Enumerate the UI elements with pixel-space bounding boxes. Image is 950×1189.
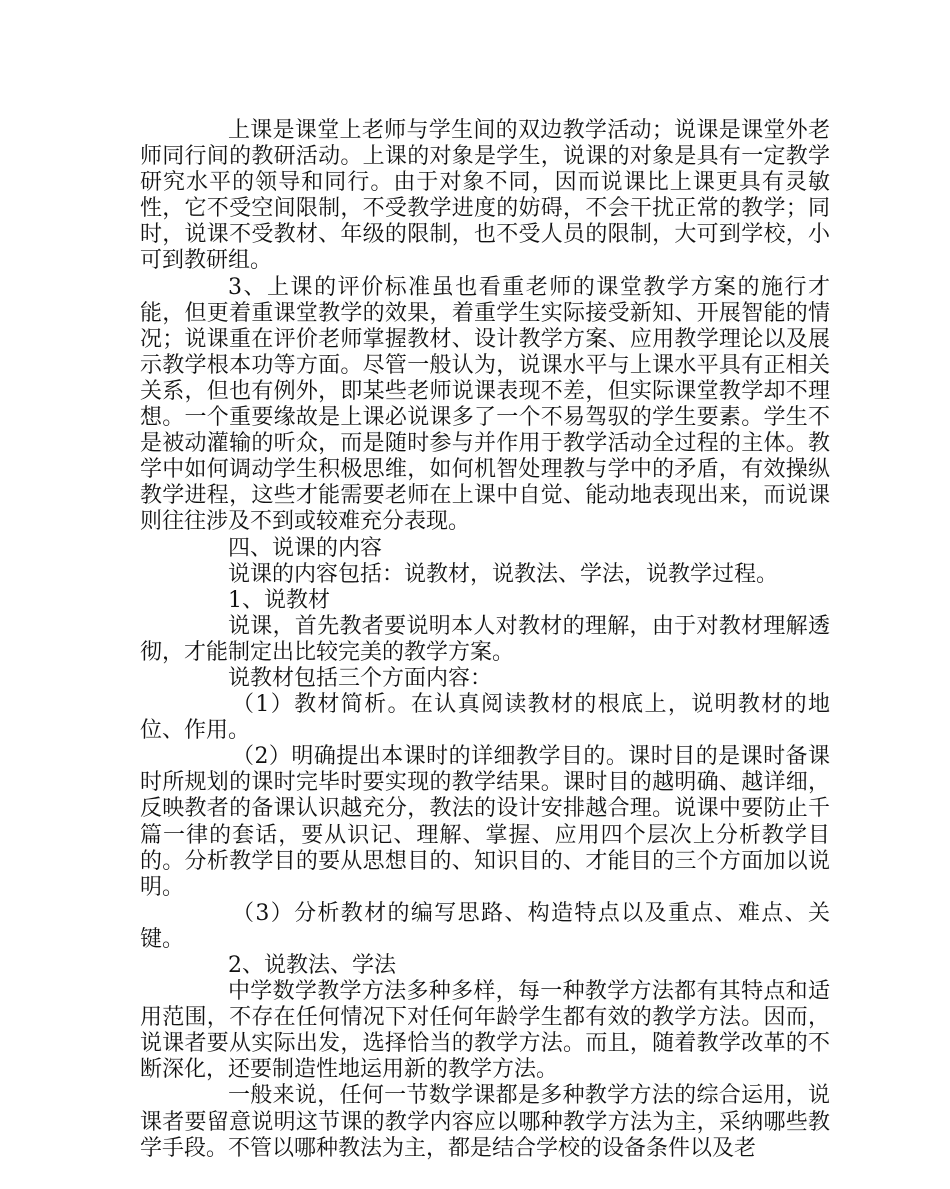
list-item-teaching-goals: （2）明确提出本课时的详细教学目的。课时目的是课时备课时所规划的课时完毕时要实现的教学结果。课时目的越明确、越详细，反映教者的备课认识越充分，教法的设计安排越合理。说课中要防止千篇一律的套话，要从识记、理解、掌握、应用四个层次上分析教学目的。分析教学目的要从思想目的、知识目的、才能目的三个方面加以说明。 <box>140 744 830 900</box>
paragraph-comparison-intro: 上课是课堂上老师与学生间的双边教学活动；说课是课堂外老师同行间的教研活动。上课的对象是学生，说课的对象是具有一定教学研究水平的领导和同行。由于对象不同，因而说课比上课更具有灵敏性，它不受空间限制，不受教学进度的妨碍，不会干扰正常的教学；同时，说课不受教材、年级的限制，也不受人员的限制，大可到学校，小可到教研组。 <box>140 118 830 274</box>
list-item-textbook-analysis: （1）教材简析。在认真阅读教材的根底上，说明教材的地位、作用。 <box>140 692 830 744</box>
subheading-teaching-methods: 2、说教法、学法 <box>228 953 396 978</box>
paragraph-content-list: 说课的内容包括：说教材，说教法、学法，说教学过程。 <box>228 561 779 587</box>
paragraph-evaluation-standard: 3、上课的评价标准虽也看重老师的课堂教学方案的施行才能，但更着重课堂教学的效果，着重学生实际接受新知、开展智能的情况；说课重在评价老师掌握教材、设计教学方案、应用教学理论以及展示教学根本功等方面。尽管一般认为，说课水平与上课水平具有正相关关系，但也有例外，即某些老师说课表现不差，但实际课堂教学却不理想。一个重要缘故是上课必说课多了一个不易驾驭的学生要素。学生不是被动灌输的听众，而是随时参与并作用于教学活动全过程的主体。教学中如何调动学生积极思维，如何机智处理教与学中的矛盾，有效操纵教学进程，这些才能需要老师在上课中自觉、能动地表现出来，而说课则往往涉及不到或较难充分表现。 <box>140 274 830 535</box>
document-body <box>140 118 830 1162</box>
list-item-textbook-structure: （3）分析教材的编写思路、构造特点以及重点、难点、关键。 <box>140 900 830 952</box>
section-heading-content: 四、说课的内容 <box>228 535 383 561</box>
paragraph-textbook-aspects: 说教材包括三个方面内容： <box>228 665 493 691</box>
subheading-textbook: 1、说教材 <box>228 587 330 613</box>
paragraph-methods-combination: 一般来说，任何一节数学课都是多种教学方法的综合运用，说课者要留意说明这节课的教学内容应以哪种教学方法为主，采纳哪些教学手段。不管以哪种教法为主，都是结合学校的设备条件以及老 <box>140 1083 830 1161</box>
paragraph-methods-variety: 中学数学教学方法多种多样，每一种教学方法都有其特点和适用范围，不存在任何情况下对任何年龄学生都有效的教学方法。因而，说课者要从实际出发，选择恰当的教学方法。而且，随着教学改革的不断深化，还要制造性地运用新的教学方法。 <box>140 979 830 1083</box>
paragraph-textbook-understanding: 说课，首先教者要说明本人对教材的理解，由于对教材理解透彻，才能制定出比较完美的教学方案。 <box>140 613 830 665</box>
